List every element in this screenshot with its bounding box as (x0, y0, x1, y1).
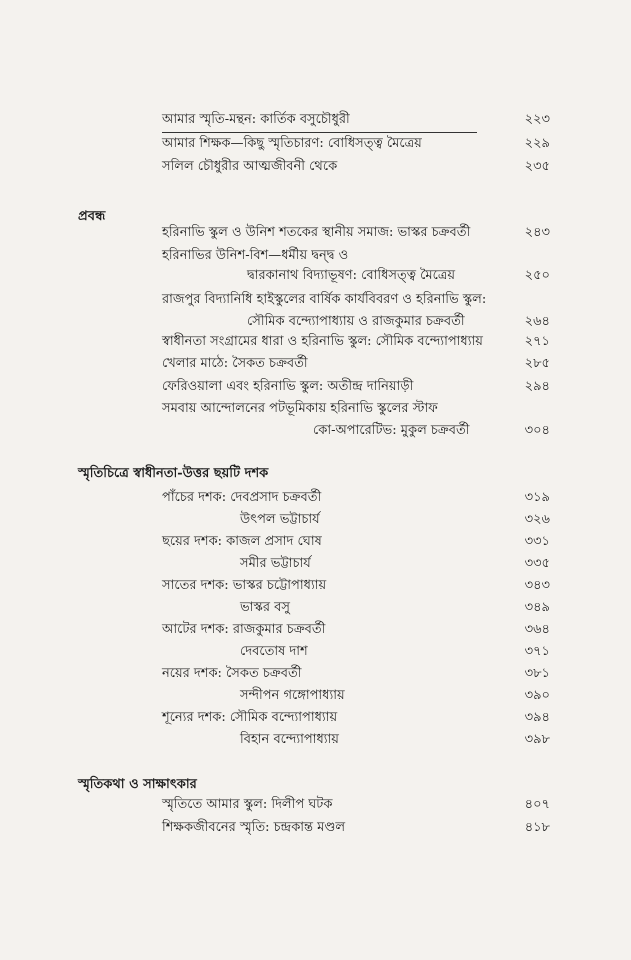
toc-entry: কো-অপারেটিভ: মুকুল চক্রবর্তী (313, 423, 470, 438)
toc-entry: সৌমিক বন্দ্যোপাধ্যায় ও রাজকুমার চক্রবর্তী (247, 314, 465, 329)
toc-page-number: ৩৬৪ (524, 622, 550, 637)
toc-page-number: ৩৭১ (524, 644, 550, 659)
toc-entry: শিক্ষকজীবনের স্মৃতি: চন্দ্রকান্ত মণ্ডল (162, 820, 346, 835)
toc-entry: আমার শিক্ষক—কিছু স্মৃতিচারণ: বোধিসত্ত্ব মৈত্রেয় (162, 136, 422, 151)
toc-entry: শূন্যের দশক: সৌমিক বন্দ্যোপাধ্যায় (162, 710, 338, 725)
toc-entry: রাজপুর বিদ্যানিধি হাইস্কুলের বার্ষিক কার্যবিবরণ ও হরিনাভি স্কুল: (162, 292, 487, 307)
toc-page-number: ২২৩ (524, 112, 550, 127)
toc-entry: স্বাধীনতা সংগ্রামের ধারা ও হরিনাভি স্কুল: সৌমিক বন্দ্যোপাধ্যায় (162, 334, 483, 349)
toc-page-number: ২৫০ (524, 268, 550, 283)
toc-page-number: ৪০৭ (524, 797, 550, 812)
toc-page-number: ৪১৮ (524, 820, 550, 835)
toc-entry: আমার স্মৃতি-মন্থন: কার্তিক বসুচৌধুরী (162, 112, 350, 127)
toc-entry: ভাস্কর বসু (240, 600, 290, 615)
section-heading: স্মৃতিচিত্রে স্বাধীনতা-উত্তর ছয়টি দশক (78, 466, 269, 481)
toc-entry: স্মৃতিতে আমার স্কুল: দিলীপ ঘটক (162, 797, 333, 812)
toc-page-number: ৩৯৪ (524, 710, 550, 725)
toc-page-number: ২৭১ (524, 334, 550, 349)
toc-entry: খেলার মাঠে: সৈকত চক্রবর্তী (162, 356, 308, 371)
section-heading: প্রবন্ধ (78, 209, 106, 224)
toc-page-number: ২২৯ (524, 136, 550, 151)
toc-page-number: ৩৩৫ (524, 556, 550, 571)
toc-entry: বিহান বন্দ্যোপাধ্যায় (240, 732, 339, 747)
toc-entry: সমীর ভট্টাচার্য (240, 556, 311, 571)
toc-entry: হরিনাভির উনিশ-বিশ—ধর্মীয় দ্বন্দ্ব ও (162, 248, 349, 263)
toc-page-number: ৩৪৯ (524, 600, 550, 615)
toc-entry: পাঁচের দশক: দেবপ্রসাদ চক্রবর্তী (162, 490, 322, 505)
toc-page-number: ৩৪৩ (524, 578, 550, 593)
toc-page-number: ৩৮১ (524, 666, 550, 681)
toc-entry: সাতের দশক: ভাস্কর চট্টোপাধ্যায় (162, 578, 327, 593)
toc-page-number: ২৯৪ (524, 379, 550, 394)
toc-entry: আটের দশক: রাজকুমার চক্রবর্তী (162, 622, 326, 637)
toc-page-number: ২৬৪ (524, 314, 550, 329)
toc-page-number: ৩০৪ (524, 423, 550, 438)
toc-page-number: ২৩৫ (524, 159, 550, 174)
toc-entry: সন্দীপন গঙ্গোপাধ্যায় (240, 688, 345, 703)
toc-entry: দ্বারকানাথ বিদ্যাভূষণ: বোধিসত্ত্ব মৈত্রেয় (247, 268, 456, 283)
toc-page-number: ৩১৯ (524, 490, 550, 505)
toc-entry: সমবায় আন্দোলনের পটভূমিকায় হরিনাভি স্কুলের স্টাফ (162, 401, 438, 416)
section-heading: স্মৃতিকথা ও সাক্ষাৎকার (78, 777, 197, 792)
toc-page-number: ৩৩১ (524, 534, 550, 549)
toc-page-number: ৩৯৮ (524, 732, 550, 747)
entry-underline (162, 132, 477, 133)
toc-page-number: ২৪৩ (524, 225, 550, 240)
toc-page-number: ৩৯০ (524, 688, 550, 703)
toc-entry: ফেরিওয়ালা এবং হরিনাভি স্কুল: অতীন্দ্র দানিয়াড়ী (162, 379, 414, 394)
toc-entry: ছয়ের দশক: কাজল প্রসাদ ঘোষ (162, 534, 322, 549)
toc-page-number: ৩২৬ (524, 512, 550, 527)
toc-entry: দেবতোষ দাশ (240, 644, 308, 659)
toc-entry: নয়ের দশক: সৈকত চক্রবর্তী (162, 666, 302, 681)
toc-entry: হরিনাভি স্কুল ও উনিশ শতকের স্থানীয় সমাজ: ভাস্কর চক্রবর্তী (162, 225, 471, 240)
toc-entry: উৎপল ভট্টাচার্য (240, 512, 320, 527)
toc-entry: সলিল চৌধুরীর আত্মজীবনী থেকে (162, 159, 338, 174)
toc-page-number: ২৮৫ (524, 356, 550, 371)
